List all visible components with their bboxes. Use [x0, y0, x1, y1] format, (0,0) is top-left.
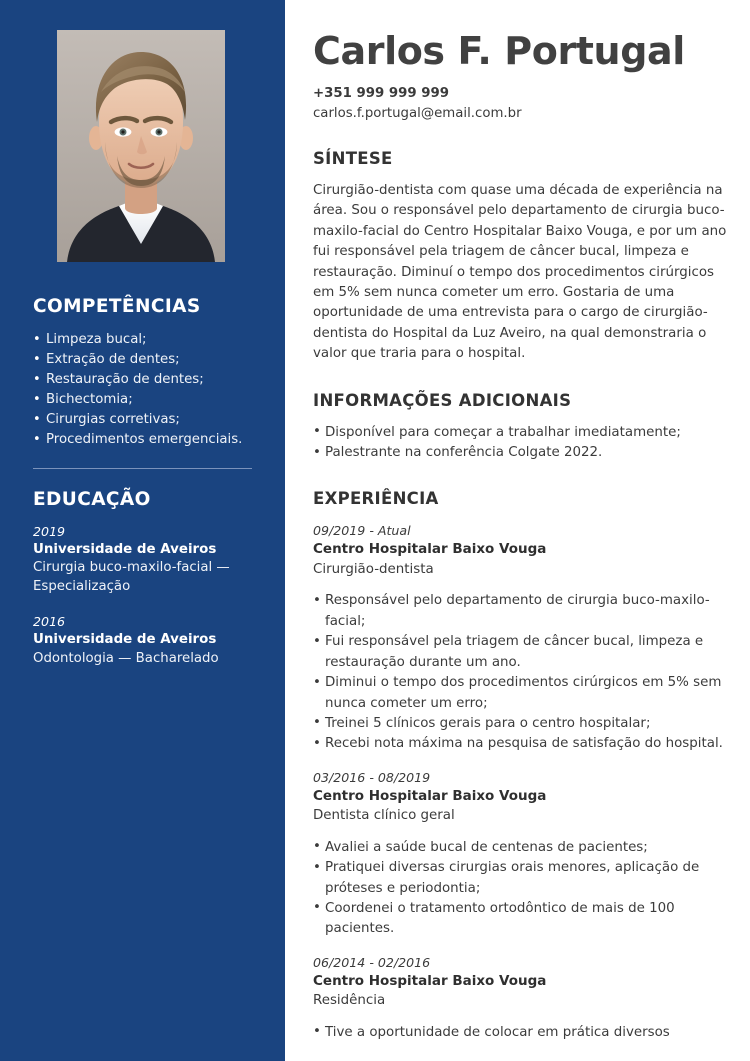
- list-item: • Fui responsável pela triagem de câncer bucal, limpeza e restauração durante um ano.: [313, 632, 725, 673]
- skills-list: [33, 330, 252, 450]
- experience-bullets: [313, 591, 725, 754]
- page-title: Carlos F. Portugal: [313, 29, 685, 73]
- list-item: • Disponível para começar a trabalhar imediatamente;: [313, 423, 725, 443]
- experience-dates: 06/2014 - 02/2016: [313, 954, 431, 970]
- education-degree: Odontologia — Bacharelado: [33, 650, 219, 666]
- list-item: • Restauração de dentes;: [33, 370, 252, 390]
- skills-section: [33, 296, 252, 469]
- experience-dates: 03/2016 - 08/2019: [313, 769, 431, 785]
- additional-info-heading: INFORMAÇÕES ADICIONAIS: [313, 390, 572, 410]
- additional-info-list: [313, 423, 725, 464]
- experience-bullets: [313, 1023, 725, 1043]
- skills-heading: COMPETÊNCIAS: [33, 296, 201, 317]
- profile-photo-image: [57, 30, 225, 262]
- education-year: 2016: [33, 614, 66, 629]
- education-entry: [33, 523, 252, 597]
- list-item: • Cirurgias corretivas;: [33, 410, 252, 430]
- education-school: Universidade de Aveiros: [33, 632, 217, 647]
- experience-entry: [313, 768, 728, 940]
- list-item: • Bichectomia;: [33, 390, 252, 410]
- list-item: • Diminui o tempo dos procedimentos cirúrgicos em 5% sem nunca cometer um erro;: [313, 673, 725, 714]
- experience-role: Residência: [313, 993, 386, 1009]
- list-item: • Coordenei o tratamento ortodôntico de mais de 100 pacientes.: [313, 899, 725, 940]
- education-entry: [33, 613, 252, 668]
- education-section: [33, 489, 252, 669]
- education-year: 2019: [33, 523, 66, 539]
- education-school: Universidade de Aveiros: [33, 541, 217, 557]
- experience-role: Cirurgião-dentista: [313, 561, 434, 577]
- main-column: [285, 0, 750, 1061]
- experience-company: Centro Hospitalar Baixo Vouga: [313, 787, 547, 804]
- list-item: • Avaliei a saúde bucal de centenas de pacientes;: [313, 838, 725, 858]
- experience-bullets: [313, 838, 725, 940]
- list-item: • Procedimentos emergenciais.: [33, 430, 252, 450]
- avatar: [57, 30, 225, 262]
- list-item: • Tive a oportunidade de colocar em prática diversos: [313, 1023, 725, 1043]
- email-text: carlos.f.portugal@email.com.br: [313, 105, 522, 121]
- experience-heading: EXPERIÊNCIA: [313, 489, 439, 509]
- sidebar-divider: [33, 468, 252, 469]
- list-item: • Extração de dentes;: [33, 350, 252, 370]
- sidebar: [0, 0, 285, 1061]
- education-degree: Cirurgia buco-maxilo-facial — Especialização: [33, 560, 230, 594]
- experience-entry: [313, 521, 728, 754]
- experience-dates: 09/2019 - Atual: [313, 523, 411, 539]
- phone-text: +351 999 999 999: [313, 86, 450, 101]
- summary-heading: SÍNTESE: [313, 149, 393, 168]
- experience-company: Centro Hospitalar Baixo Vouga: [313, 541, 547, 558]
- list-item: • Recebi nota máxima na pesquisa de satisfação do hospital.: [313, 734, 725, 754]
- experience-entry: [313, 953, 728, 1043]
- list-item: • Palestrante na conferência Colgate 2022.: [313, 443, 725, 463]
- experience-role: Dentista clínico geral: [313, 808, 455, 824]
- list-item: • Responsável pelo departamento de cirurgia buco-maxilo-facial;: [313, 591, 725, 632]
- list-item: • Treinei 5 clínicos gerais para o centro hospitalar;: [313, 714, 725, 734]
- list-item: • Pratiquei diversas cirurgias orais menores, aplicação de próteses e periodontia;: [313, 858, 725, 899]
- summary-text: Cirurgião-dentista com quase uma década de experiência na área. Sou o responsável pelo departamento de cirurgia buco-maxilo-facial do Centro Hospitalar Baixo Vouga, e por um ano fui responsável pela triagem de câncer bucal, limpeza e restauração. Diminuí o tempo dos procedimentos cirúrgicos em 5% sem nunca cometer um erro. Gostaria de uma oportunidade de uma entrevista para o cargo de cirurgião-dentista do Hospital da Luz Aveiro, na qual demonstraria o valor que traria para o hospital.: [313, 183, 727, 362]
- education-heading: EDUCAÇÃO: [33, 488, 151, 510]
- experience-company: Centro Hospitalar Baixo Vouga: [313, 972, 547, 989]
- list-item: • Limpeza bucal;: [33, 330, 252, 350]
